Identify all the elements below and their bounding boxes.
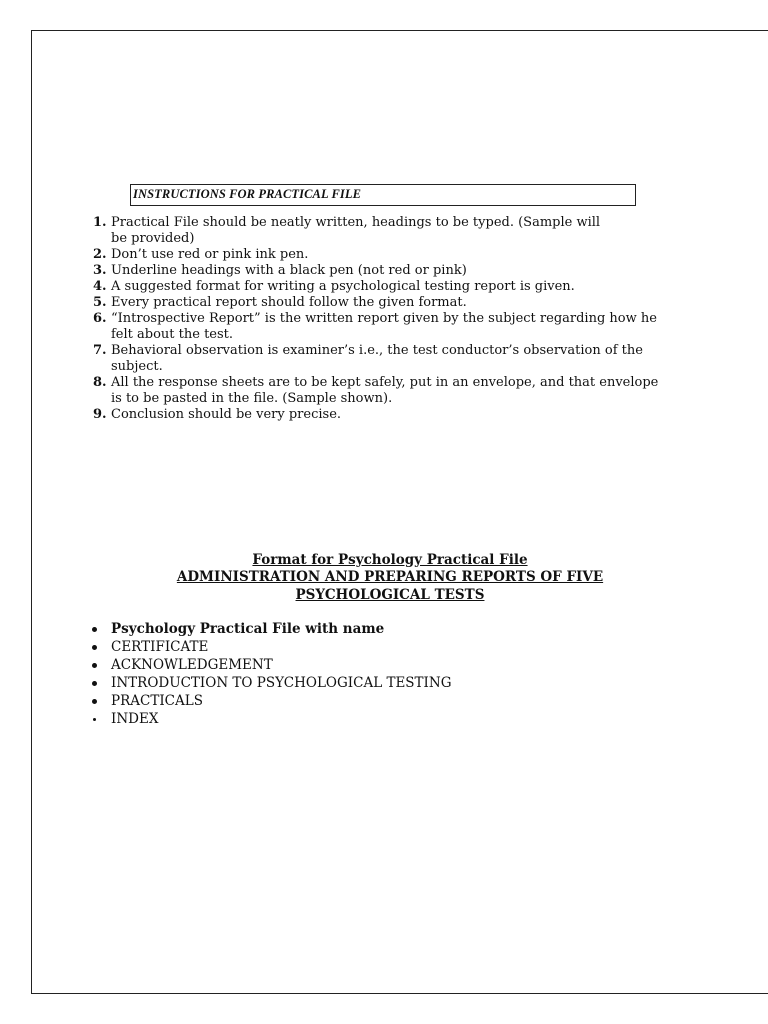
instruction-text: Don’t use red or pink ink pen. bbox=[111, 247, 309, 262]
bullet-icon bbox=[92, 627, 97, 632]
instruction-number: 6. bbox=[93, 311, 107, 326]
instruction-number: 3. bbox=[93, 263, 107, 278]
instruction-item-3 bbox=[80, 263, 680, 279]
instruction-number: 4. bbox=[93, 279, 107, 294]
format-item bbox=[88, 710, 452, 728]
instruction-number: 2. bbox=[93, 247, 107, 262]
instruction-text: Every practical report should follow the given format. bbox=[111, 295, 467, 310]
instructions-heading-box bbox=[130, 184, 636, 206]
format-item-text: PRACTICALS bbox=[111, 693, 203, 709]
bullet-icon bbox=[92, 663, 97, 668]
instruction-item-8 bbox=[80, 375, 680, 407]
instruction-item-4 bbox=[80, 279, 680, 295]
format-title: Format for Psychology Practical File bbox=[252, 552, 528, 568]
format-item-text: ACKNOWLEDGEMENT bbox=[111, 657, 273, 673]
format-item bbox=[88, 656, 452, 674]
format-item-text: Psychology Practical File with name bbox=[111, 621, 385, 637]
format-subtitle-line-1: ADMINISTRATION AND PREPARING REPORTS OF FIVE bbox=[176, 569, 604, 585]
instruction-item-7 bbox=[80, 343, 680, 375]
format-item bbox=[88, 692, 452, 710]
bullet-icon bbox=[93, 718, 96, 721]
instruction-text: A suggested format for writing a psychological testing report is given. bbox=[111, 279, 575, 294]
format-item-text: CERTIFICATE bbox=[111, 639, 209, 655]
format-subtitle-line-2: PSYCHOLOGICAL TESTS bbox=[295, 587, 485, 603]
format-item bbox=[88, 620, 452, 638]
instruction-text: “Introspective Report” is the written report given by the subject regarding how he felt about the test. bbox=[111, 311, 657, 342]
format-item-text: INTRODUCTION TO PSYCHOLOGICAL TESTING bbox=[111, 675, 452, 691]
instructions-heading: INSTRUCTIONS FOR PRACTICAL FILE bbox=[133, 187, 362, 201]
instruction-number: 5. bbox=[93, 295, 107, 310]
instruction-text: Underline headings with a black pen (not red or pink) bbox=[111, 263, 467, 278]
page-border bbox=[31, 30, 768, 994]
instruction-number: 9. bbox=[93, 407, 107, 422]
bullet-icon bbox=[92, 681, 97, 686]
instruction-number: 7. bbox=[93, 343, 107, 358]
instruction-item-9 bbox=[80, 407, 680, 423]
instruction-item-6 bbox=[80, 311, 680, 343]
format-item bbox=[88, 638, 452, 656]
instruction-text: Conclusion should be very precise. bbox=[111, 407, 342, 422]
format-item-text: INDEX bbox=[111, 711, 159, 727]
instruction-number: 1. bbox=[93, 215, 107, 230]
bullet-icon bbox=[92, 699, 97, 704]
format-items-list bbox=[88, 620, 452, 728]
instruction-text: Practical File should be neatly written, headings to be typed. (Sample will be provided) bbox=[111, 215, 601, 246]
instructions-list bbox=[80, 215, 680, 423]
instruction-number: 8. bbox=[93, 375, 107, 390]
instruction-item-2 bbox=[80, 247, 680, 263]
instruction-text: Behavioral observation is examiner’s i.e., the test conductor’s observation of the subject. bbox=[111, 343, 643, 374]
instruction-item-1 bbox=[80, 215, 680, 247]
bullet-icon bbox=[92, 645, 97, 650]
format-item bbox=[88, 674, 452, 692]
instruction-item-5 bbox=[80, 295, 680, 311]
instruction-text: All the response sheets are to be kept safely, put in an envelope, and that envelope is to be pasted in the file. (Sample shown). bbox=[111, 375, 659, 406]
